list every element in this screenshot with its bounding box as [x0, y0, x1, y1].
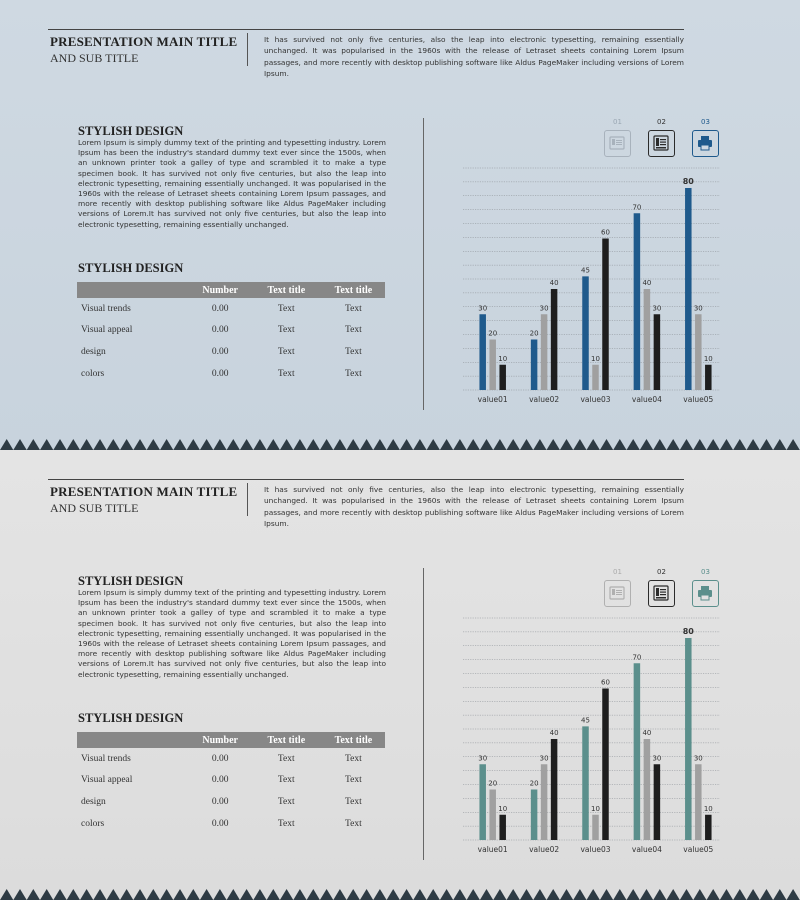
main-title: PRESENTATION MAIN TITLE	[50, 34, 238, 49]
table-cell: Visual appeal	[81, 325, 133, 336]
category-label: value01	[477, 395, 508, 404]
table-cell: Text	[277, 346, 295, 357]
data-label: 30	[478, 754, 488, 763]
data-label: 10	[498, 804, 508, 813]
table-cell: 0.00	[211, 325, 229, 336]
bar	[644, 739, 651, 840]
table-row	[77, 770, 385, 792]
data-label: 70	[632, 203, 642, 212]
category-label: value01	[477, 845, 508, 854]
table-row	[77, 363, 385, 385]
data-label: 45	[581, 266, 590, 275]
category-label: value05	[683, 395, 714, 404]
bar	[602, 689, 609, 841]
data-label: 30	[539, 304, 549, 313]
printer-icon[interactable]	[692, 130, 719, 157]
category-label: value03	[580, 395, 611, 404]
section-title: STYLISH DESIGN	[78, 124, 184, 138]
main-title: PRESENTATION MAIN TITLE	[50, 484, 238, 499]
table-cell: Text	[345, 753, 362, 764]
data-label: 10	[703, 354, 713, 363]
tab-number: 02	[657, 568, 666, 576]
bar	[705, 815, 712, 840]
table-cell: Text	[277, 818, 295, 829]
zigzag-divider	[0, 436, 800, 450]
table-cell: 0.00	[211, 303, 229, 314]
bar	[531, 790, 538, 841]
table-cell: 0.00	[211, 346, 229, 357]
bar	[654, 314, 661, 390]
table-cell: Text	[277, 775, 295, 786]
fax-icon[interactable]	[648, 580, 675, 607]
content-divider	[423, 568, 424, 860]
bar	[592, 815, 599, 840]
data-label: 80	[682, 627, 694, 636]
data-label: 10	[591, 354, 600, 363]
data-label: 70	[632, 653, 642, 662]
bar	[654, 764, 661, 840]
tab-number: 01	[613, 118, 622, 126]
body-paragraph: Lorem Ipsum is simply dummy text of the printing and typesetting industry. Lorem Ipsum has been the industry's standard dummy text ever since the 1500s, when an unknown printer took a galley of type and scrambled it to make a type specimen book. It has survived not only five centuries, but also the leap into electronic typesetting, remaining essentially unchanged. It was popularised in the 1960s with the release of Letraset sheets containing Lorem Ipsum passages, and more recently with desktop publishing software like Aldus PageMaker including versions of Lorem.It has survived not only five centuries, but also the leap into electronic typesetting, remaining essentially unchanged.	[78, 588, 386, 679]
sub-title: AND SUB TITLE	[50, 51, 139, 65]
table-cell: design	[81, 796, 106, 807]
data-table	[77, 282, 385, 384]
phone-icon[interactable]	[604, 130, 631, 157]
bar	[602, 239, 609, 391]
tab-number: 03	[701, 118, 710, 126]
table-row	[77, 298, 385, 320]
bar	[582, 276, 589, 390]
data-label: 30	[693, 304, 703, 313]
data-label: 45	[581, 716, 590, 725]
table-cell: colors	[81, 368, 105, 379]
table-cell: Text	[345, 775, 362, 786]
data-label: 40	[549, 279, 559, 287]
table-header	[77, 282, 385, 298]
table-header-cell: Text title	[267, 284, 306, 296]
header-title-block	[50, 34, 245, 68]
header-description: It has survived not only five centuries, also the leap into electronic typesetting, remaining essentially unchanged. It was popularised in the 1960s with the release of Letraset sheets containing Lorem Ipsum passages, and more recently with desktop publishing software like Aldus PageMaker including versions of Lorem Ipsum.	[264, 35, 684, 79]
table-cell: Text	[277, 368, 295, 379]
bar-chart	[455, 610, 725, 860]
slide-2	[0, 450, 800, 900]
table-cell: Text	[345, 818, 362, 829]
data-label: 10	[703, 804, 713, 813]
bar	[634, 213, 641, 390]
bar	[479, 764, 486, 840]
bar	[479, 314, 486, 390]
header-divider	[247, 483, 248, 516]
icon-tabs	[600, 568, 725, 608]
body-paragraph: Lorem Ipsum is simply dummy text of the printing and typesetting industry. Lorem Ipsum has been the industry's standard dummy text ever since the 1500s, when an unknown printer took a galley of type and scrambled it to make a type specimen book. It has survived not only five centuries, but also the leap into electronic typesetting, remaining essentially unchanged. It was popularised in the 1960s with the release of Letraset sheets containing Lorem Ipsum passages, and more recently with desktop publishing software like Aldus PageMaker including versions of Lorem.It has survived not only five centuries, but also the leap into electronic typesetting, remaining essentially unchanged.	[78, 138, 386, 229]
table-row	[77, 791, 385, 813]
data-label: 30	[478, 304, 488, 313]
table-cell: colors	[81, 818, 105, 829]
table-cell: 0.00	[211, 818, 229, 829]
data-label: 30	[539, 754, 549, 763]
data-label: 60	[601, 228, 610, 237]
table-header-cell: Number	[202, 284, 238, 296]
table-cell: design	[81, 346, 106, 357]
category-label: value05	[683, 845, 714, 854]
table-header-cell: Text title	[267, 734, 306, 746]
data-label: 30	[652, 304, 662, 313]
bar	[541, 764, 548, 840]
table-cell: Text	[345, 346, 362, 357]
phone-icon[interactable]	[604, 580, 631, 607]
data-label: 20	[529, 329, 539, 338]
data-label: 80	[682, 177, 694, 186]
category-label: value04	[631, 395, 662, 404]
data-label: 40	[549, 729, 559, 737]
table-cell: Text	[345, 303, 362, 314]
bar	[541, 314, 548, 390]
bar	[685, 188, 692, 390]
category-label: value03	[580, 845, 611, 854]
bar	[634, 663, 641, 840]
table-cell: Visual trends	[81, 753, 131, 764]
table-row	[77, 341, 385, 363]
icon-tabs	[600, 118, 725, 158]
data-label: 10	[591, 804, 600, 813]
sub-title: AND SUB TITLE	[50, 501, 139, 515]
table-header-cell: Text title	[334, 284, 373, 296]
bar	[582, 726, 589, 840]
table-header-cell: Text title	[334, 734, 373, 746]
content-divider	[423, 118, 424, 410]
bar	[489, 790, 496, 841]
table-cell: Text	[277, 796, 295, 807]
tab-number: 03	[701, 568, 710, 576]
bar	[551, 739, 558, 840]
data-label: 40	[642, 729, 652, 737]
table-cell: Text	[277, 325, 295, 336]
table-cell: Text	[345, 325, 362, 336]
data-label: 20	[488, 329, 498, 338]
bar	[695, 314, 702, 390]
bar	[499, 815, 506, 840]
header-title-block	[50, 484, 245, 518]
table-cell: Text	[345, 368, 362, 379]
table-row	[77, 813, 385, 835]
header-divider	[247, 33, 248, 66]
bar	[531, 340, 538, 391]
table-row	[77, 748, 385, 770]
data-label: 10	[498, 354, 508, 363]
bar	[592, 365, 599, 390]
header-description: It has survived not only five centuries, also the leap into electronic typesetting, remaining essentially unchanged. It was popularised in the 1960s with the release of Letraset sheets containing Lorem Ipsum passages, and more recently with desktop publishing software like Aldus PageMaker including versions of Lorem Ipsum.	[264, 485, 684, 529]
bar	[685, 638, 692, 840]
tab-number: 01	[613, 568, 622, 576]
table-cell: Text	[345, 796, 362, 807]
bar	[489, 340, 496, 391]
data-label: 30	[693, 754, 703, 763]
bar	[644, 289, 651, 390]
section-title: STYLISH DESIGN	[78, 574, 184, 588]
table-title: STYLISH DESIGN	[78, 711, 184, 725]
fax-icon[interactable]	[648, 130, 675, 157]
table-header-cell: Number	[202, 734, 238, 746]
table-row	[77, 320, 385, 342]
printer-icon[interactable]	[692, 580, 719, 607]
category-label: value02	[529, 845, 560, 854]
bar-chart	[455, 160, 725, 410]
category-label: value02	[529, 395, 560, 404]
table-cell: Text	[277, 753, 295, 764]
table-header	[77, 732, 385, 748]
data-label: 30	[652, 754, 662, 763]
zigzag-divider	[0, 886, 800, 900]
table-title: STYLISH DESIGN	[78, 261, 184, 275]
data-table	[77, 732, 385, 834]
bar	[499, 365, 506, 390]
table-cell: 0.00	[211, 753, 229, 764]
tab-number: 02	[657, 118, 666, 126]
bar	[551, 289, 558, 390]
bar	[695, 764, 702, 840]
header-rule	[48, 29, 684, 30]
data-label: 20	[529, 779, 539, 788]
table-cell: 0.00	[211, 796, 229, 807]
table-cell: 0.00	[211, 368, 229, 379]
data-label: 20	[488, 779, 498, 788]
data-label: 40	[642, 279, 652, 287]
category-label: value04	[631, 845, 662, 854]
table-cell: 0.00	[211, 775, 229, 786]
data-label: 60	[601, 678, 610, 687]
table-cell: Visual trends	[81, 303, 131, 314]
header-rule	[48, 479, 684, 480]
bar	[705, 365, 712, 390]
table-cell: Visual appeal	[81, 775, 133, 786]
table-cell: Text	[277, 303, 295, 314]
